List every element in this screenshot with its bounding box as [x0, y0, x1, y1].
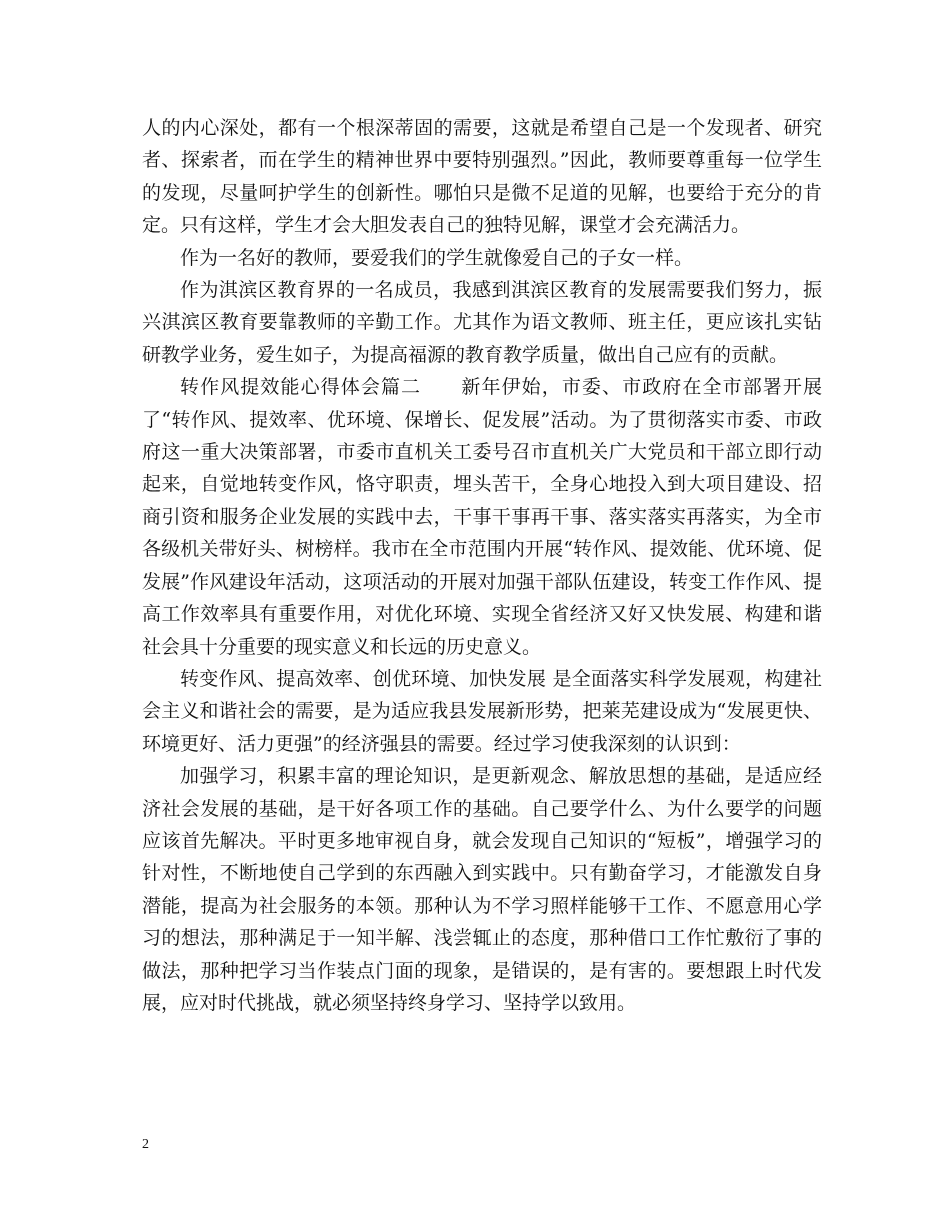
- paragraph: 加强学习，积累丰富的理论知识，是更新观念、解放思想的基础，是适应经济社会发展的基础，是干好各项工作的基础。自己要学什么、为什么要学的问题应该首先解决。平时更多地审视自身，就会发现自己知识的“短板”，增强学习的针对性，不断地使自己学到的东西融入到实践中。只有勤奋学习，才能激发自身潜能，提高为社会服务的本领。那种认为不学习照样能够干工作、不愿意用心学习的想法，那种满足于一知半解、浅尝辄止的态度，那种借口工作忙敷衍了事的做法，那种把学习当作装点门面的现象，是错误的，是有害的。要想跟上时代发展，应对时代挑战，就必须坚持终身学习、坚持学以致用。: [142, 765, 822, 1014]
- paragraph: 转变作风、提高效率、创优环境、加快发展 是全面落实科学发展观，构建社会主义和谐社会的需要，是为适应我县发展新形势，把莱芜建设成为“发展更快、环境更好、活力更强”的经济强县的需要。经过学习使我深刻的认识到：: [142, 667, 822, 755]
- paragraph: 作为淇滨区教育界的一名成员，我感到淇滨区教育的发展需要我们努力，振兴淇滨区教育要靠教师的辛勤工作。尤其作为语文教师、班主任，更应该扎实钻研教学业务，爱生如子，为提高福源的教育教学质量，做出自己应有的贡献。: [142, 279, 822, 366]
- body-text: [142, 112, 822, 1019]
- paragraph: 转作风提效能心得体会篇二 新年伊始，市委、市政府在全市部署开展了“转作风、提效率、优环境、保增长、促发展”活动。为了贯彻落实市委、市政府这一重大决策部署，市委市直机关工委号召市直机关广大党员和干部立即行动起来，自觉地转变作风，恪守职责，埋头苦干，全身心地投入到大项目建设、招商引资和服务企业发展的实践中去，干事干事再干事、落实落实再落实，为全市各级机关带好头、树榜样。我市在全市范围内开展“转作风、提效能、优环境、促发展”作风建设年活动，这项活动的开展对加强干部队伍建设，转变工作作风、提高工作效率具有重要作用，对优化环境、实现全省经济又好又快发展、构建和谐社会具十分重要的现实意义和长远的历史意义。: [142, 376, 822, 658]
- page-number: 2: [142, 1137, 149, 1152]
- paragraph-continued: 人的内心深处，都有一个根深蒂固的需要，这就是希望自己是一个发现者、研究者、探索者，而在学生的精神世界中要特别强烈。”因此，教师要尊重每一位学生的发现，尽量呵护学生的创新性。哪怕只是微不足道的见解，也要给于充分的肯定。只有这样，学生才会大胆发表自己的独特见解，课堂才会充满活力。: [142, 117, 822, 237]
- paragraph: 作为一名好的教师，要爱我们的学生就像爱自己的子女一样。: [180, 246, 694, 269]
